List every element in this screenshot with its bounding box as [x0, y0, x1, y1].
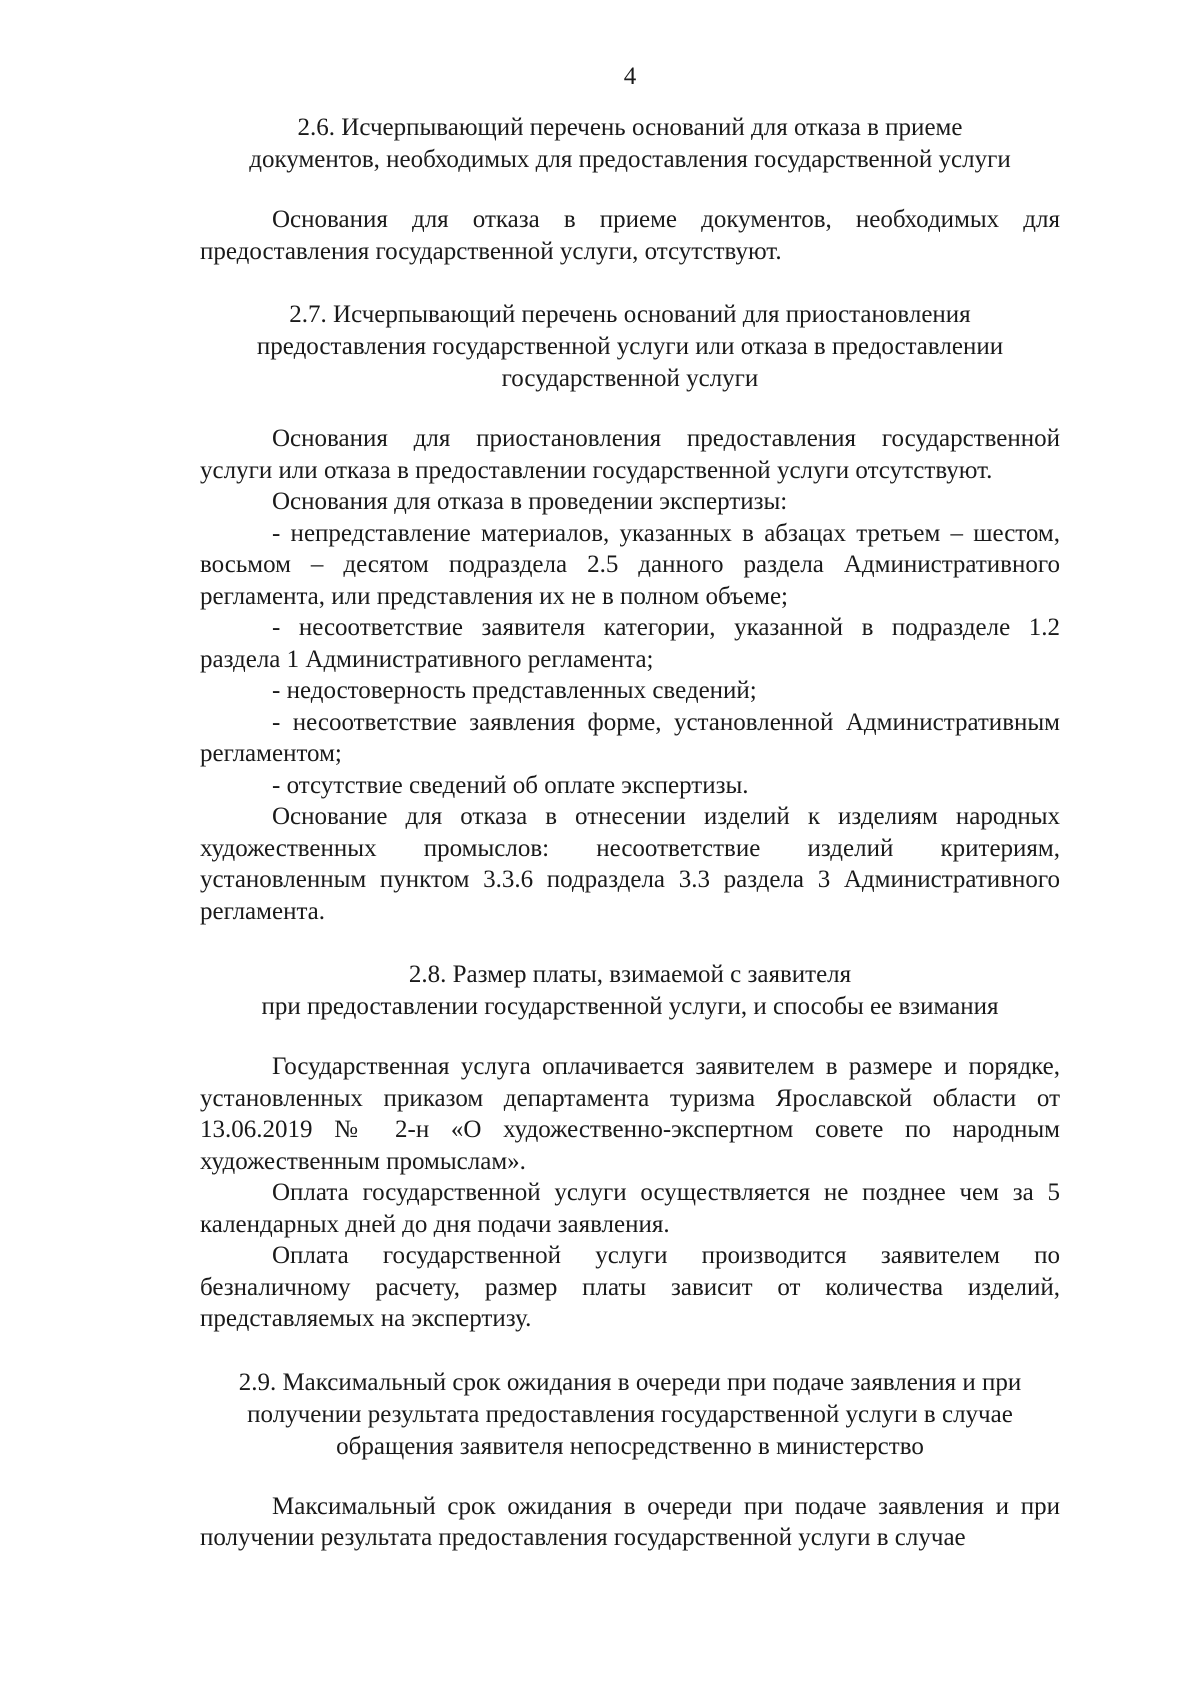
paragraph: Оплата государственной услуги производится заявителем по безналичному расчету, размер платы зависит от количества изделий, представляемых на экспертизу.	[200, 1242, 1060, 1332]
list-item: - отсутствие сведений об оплате экспертизы.	[272, 771, 749, 799]
section-2-7	[200, 299, 1060, 927]
heading-line: предоставления государственной услуги или отказа в предоставлении	[256, 333, 1004, 360]
heading-line: 2.9. Максимальный срок ожидания в очереди при подаче заявления и при	[238, 1368, 1022, 1396]
paragraph: Оплата государственной услуги осуществляется не позднее чем за 5 календарных дней до дня подачи заявления.	[200, 1179, 1060, 1238]
section-heading	[200, 299, 1060, 395]
heading-line: документов, необходимых для предоставления государственной услуги	[249, 146, 1011, 173]
section-2-8	[200, 959, 1060, 1335]
heading-line: государственной услуги	[501, 365, 759, 392]
paragraph: Максимальный срок ожидания в очереди при подаче заявления и при получении результата предоставления государственной услуги в случае	[200, 1492, 1060, 1551]
list-item: - недостоверность представленных сведений;	[272, 677, 757, 704]
heading-line: 2.7. Исчерпывающий перечень оснований для приостановления	[289, 301, 971, 328]
paragraph: Государственная услуга оплачивается заявителем в размере и порядке, установленных приказом департамента туризма Ярославской области от 13.06.2019 № 2-н «О художественно-экспертном совете по народным художественным промыслам».	[200, 1053, 1060, 1175]
heading-line: обращения заявителя непосредственно в министерство	[336, 1432, 924, 1460]
section-2-9	[200, 1367, 1060, 1554]
heading-line: 2.8. Размер платы, взимаемой с заявителя	[408, 961, 852, 988]
page-number: 4	[623, 63, 637, 90]
list-item: - несоответствие заявителя категории, указанной в подразделе 1.2 раздела 1 Административного регламента;	[200, 614, 1060, 673]
paragraph: Основания для приостановления предоставления государственной услуги или отказа в предоставлении государственной услуги отсутствуют.	[200, 425, 1060, 484]
heading-line: при предоставлении государственной услуги, и способы ее взимания	[261, 993, 999, 1020]
paragraph: Основание для отказа в отнесении изделий к изделиям народных художественных промыслов: несоответствие изделий критериям, установленным пунктом 3.3.6 подраздела 3.3 раздела 3 Административного регламента.	[200, 803, 1060, 925]
section-heading	[200, 112, 1060, 176]
list-item: - несоответствие заявления форме, установленной Административным регламентом;	[200, 708, 1060, 767]
section-heading	[200, 959, 1060, 1023]
heading-line: получении результата предоставления государственной услуги в случае	[247, 1400, 1013, 1428]
section-heading	[200, 1367, 1060, 1463]
paragraph: Основания для отказа в приеме документов, необходимых для предоставления государственной услуги, отсутствуют.	[200, 206, 1060, 265]
list-item: - непредставление материалов, указанных в абзацах третьем – шестом, восьмом – десятом подраздела 2.5 данного раздела Административного регламента, или представления их не в полном объеме;	[200, 519, 1060, 610]
paragraph: Основания для отказа в проведении экспертизы:	[272, 488, 788, 515]
section-2-6	[200, 112, 1060, 267]
heading-line: 2.6. Исчерпывающий перечень оснований для отказа в приеме	[297, 114, 963, 141]
